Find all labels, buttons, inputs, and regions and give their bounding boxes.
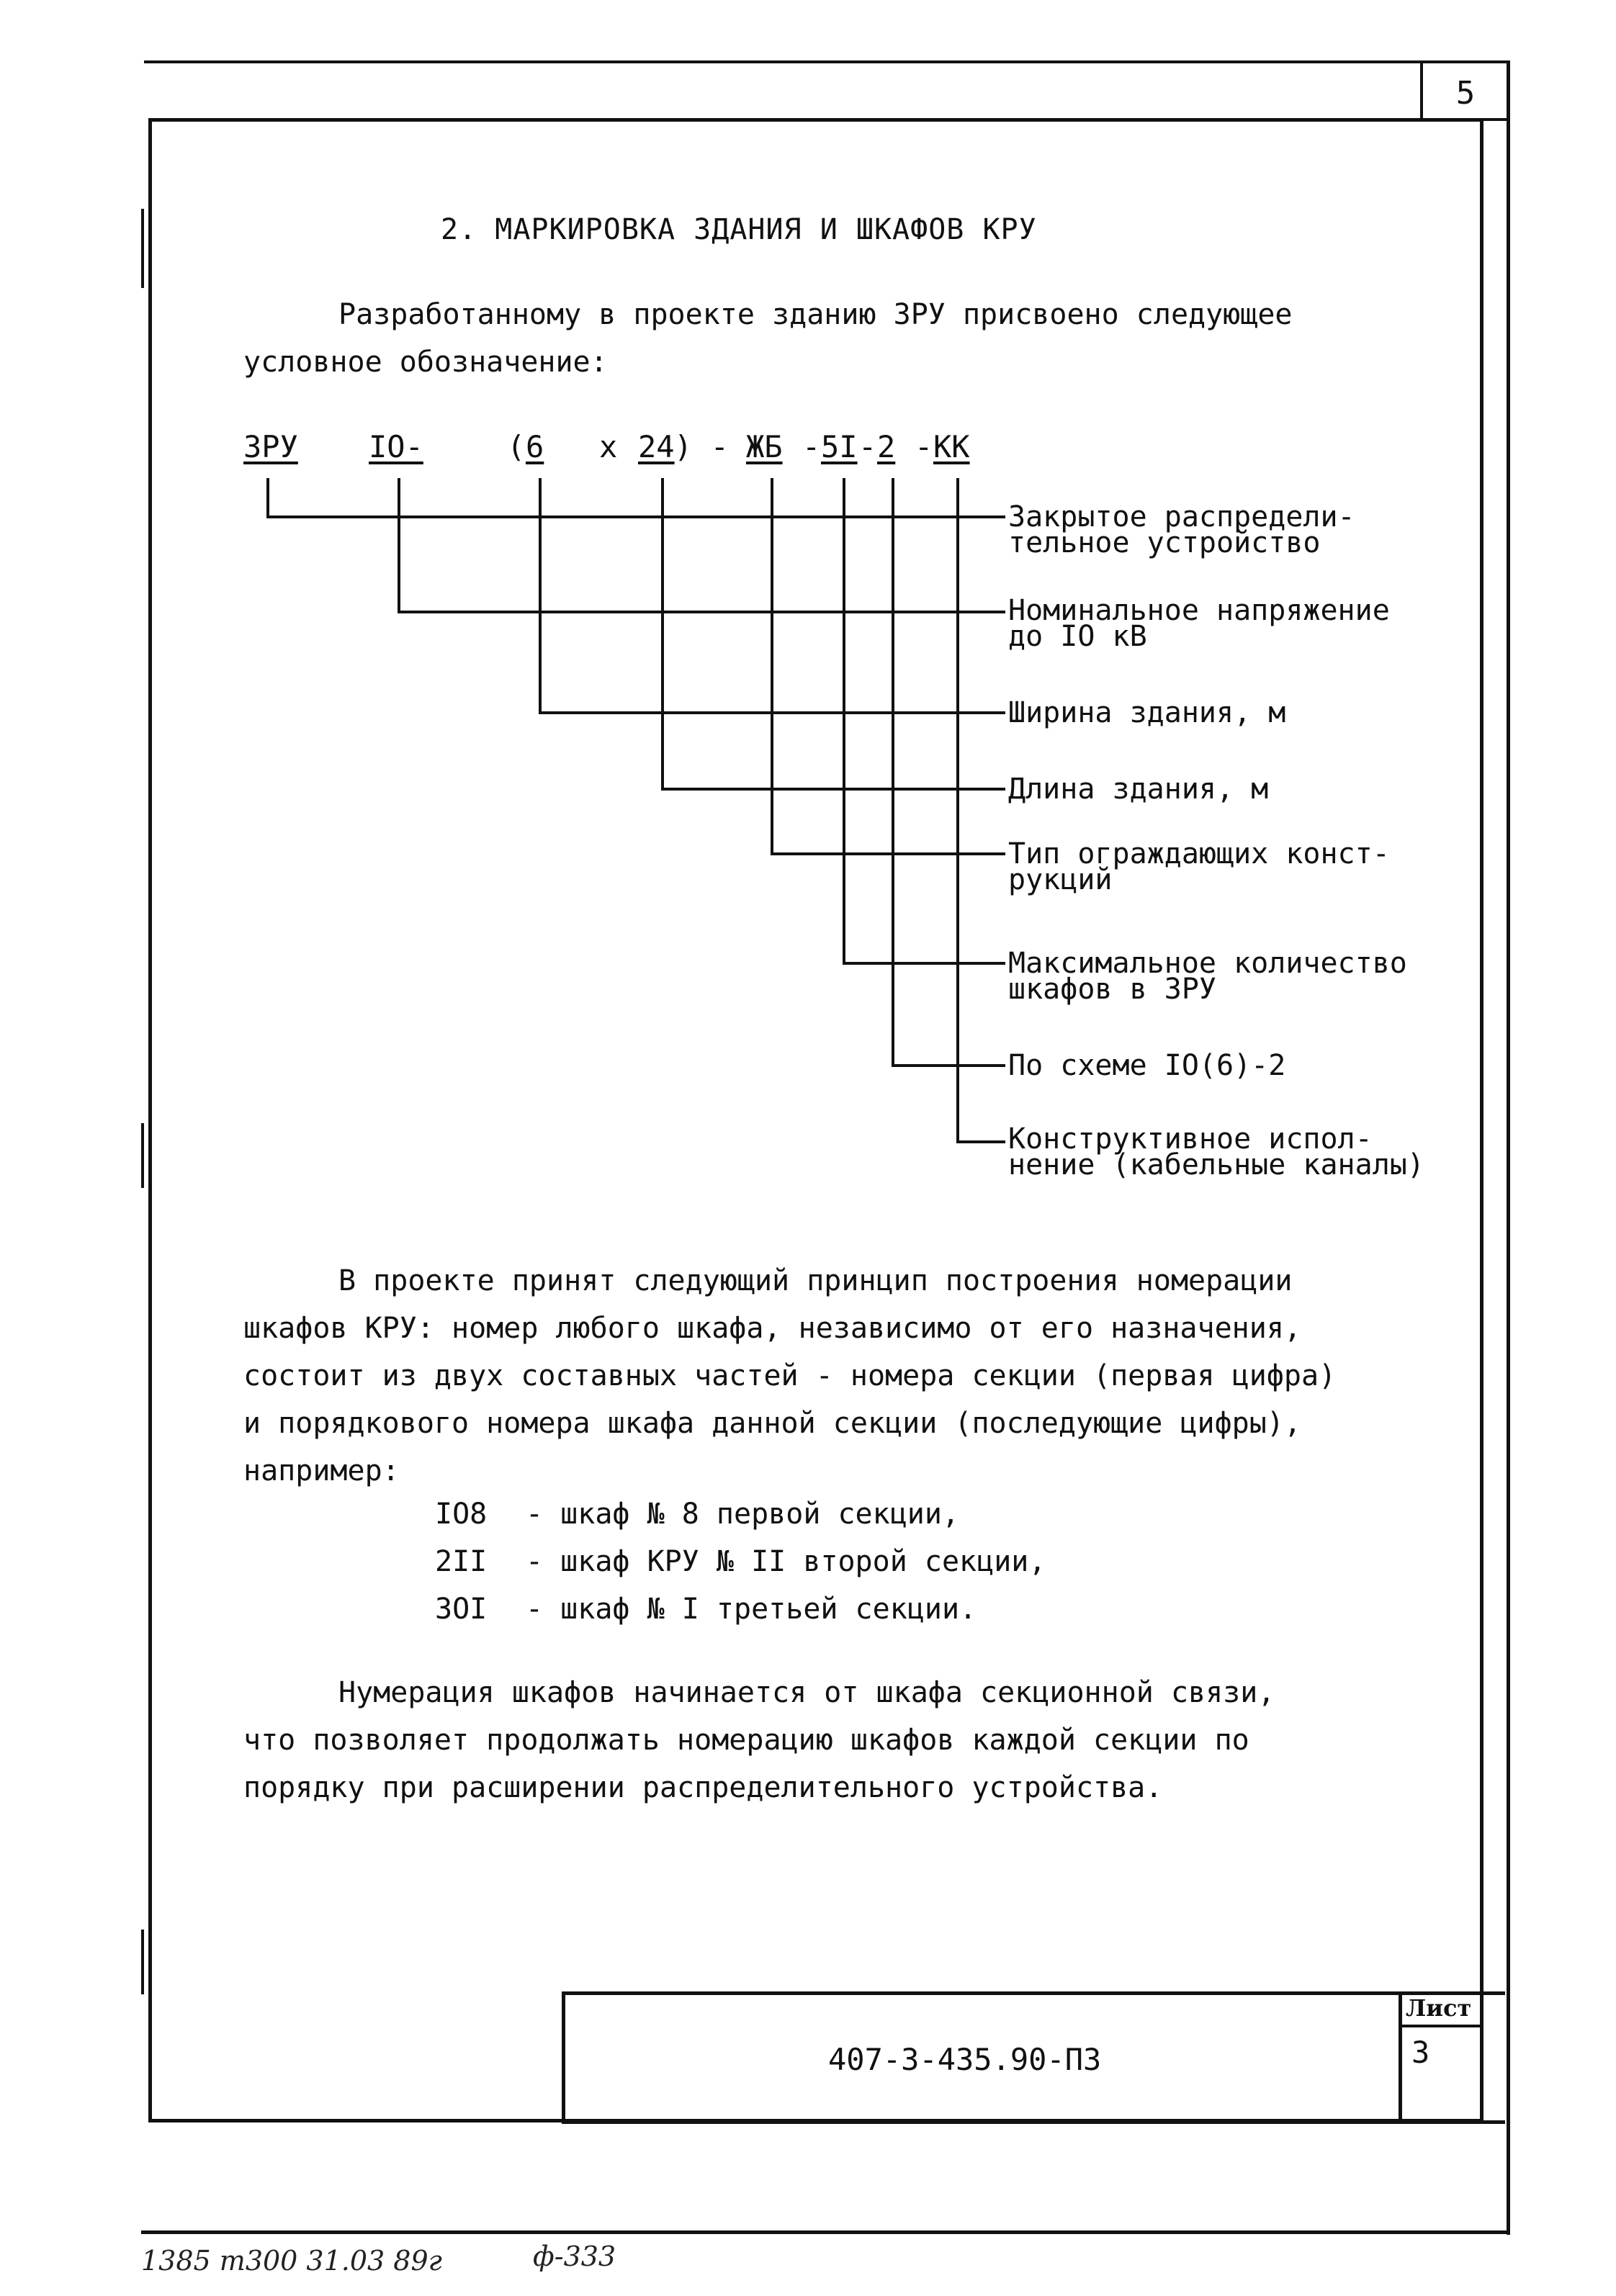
handwritten-code: ф-333 <box>533 2241 616 2272</box>
code-dash: - <box>915 429 933 464</box>
example-number: 3OI <box>435 1593 488 1626</box>
label-execution-cont: нение (кабельные каналы) <box>1008 1148 1424 1181</box>
closing-line-1: Нумерация шкафов начинается от шкафа секционной связи, <box>338 1676 1275 1709</box>
code-part-execution: КК <box>933 429 970 464</box>
label-construction: Тип ограждающих конст- <box>1008 837 1390 870</box>
code-part-width: 6 <box>526 429 544 464</box>
principle-line-5: например: <box>243 1454 400 1487</box>
page-number: 5 <box>1455 75 1476 112</box>
code-part-voltage: IO- <box>369 429 423 464</box>
code-part-construction: ЖБ <box>746 429 783 464</box>
label-length: Длина здания, м <box>1008 773 1269 806</box>
label-scheme: По схеме IO(6)-2 <box>1008 1049 1286 1082</box>
label-width: Ширина здания, м <box>1008 696 1286 729</box>
example-number: IO8 <box>435 1498 488 1531</box>
code-dash: - <box>858 429 877 464</box>
intro-line-2: условное обозначение: <box>243 346 608 379</box>
section-heading: 2. МАРКИРОВКА ЗДАНИЯ И ШКАФОВ КРУ <box>441 213 1037 246</box>
principle-line-1: В проекте принят следующий принцип построения номерации <box>338 1264 1293 1297</box>
example-number: 2II <box>435 1545 488 1578</box>
principle-line-2: шкафов КРУ: номер любого шкафа, независимо от его назначения, <box>243 1312 1302 1345</box>
label-execution: Конструктивное испол- <box>1008 1122 1373 1156</box>
label-construction-cont: рукций <box>1008 863 1113 896</box>
code-x: x <box>599 429 618 464</box>
label-voltage-cont: до IO кВ <box>1008 620 1147 653</box>
sheet-number: 3 <box>1411 2035 1430 2070</box>
principle-line-4: и порядкового номера шкафа данной секции (последующие цифры), <box>243 1407 1302 1440</box>
example-description: - шкаф КРУ № II второй секции, <box>526 1545 1046 1578</box>
handwritten-note: 1385 т300 31.03 89г <box>141 2245 442 2277</box>
label-zru-cont: тельное устройство <box>1008 526 1321 559</box>
label-max-cabinets: Максимальное количество <box>1008 947 1407 980</box>
closing-line-2: что позволяет продолжать номерацию шкафов каждой секции по <box>243 1724 1249 1757</box>
code-part-max-cabinets: 5I <box>821 429 858 464</box>
code-part-length: 24 <box>638 429 675 464</box>
sheet-label: Лист <box>1406 1994 1472 2022</box>
example-description: - шкаф № 8 первой секции, <box>526 1498 960 1531</box>
intro-line-1: Разработанному в проекте зданию ЗРУ присвоено следующее <box>338 298 1293 331</box>
code-dash: - <box>802 429 821 464</box>
example-description: - шкаф № I третьей секции. <box>526 1593 977 1626</box>
code-part-scheme: 2 <box>877 429 896 464</box>
code-bracket-open: ( <box>507 429 526 464</box>
label-max-cabinets-cont: шкафов в ЗРУ <box>1008 973 1216 1006</box>
document-code: 407-3-435.90-ПЗ <box>828 2042 1102 2077</box>
label-zru: Закрытое распредели- <box>1008 500 1355 534</box>
code-bracket-close: ) - <box>674 429 729 464</box>
code-part-zru: ЗРУ <box>243 429 298 464</box>
principle-line-3: состоит из двух составных частей - номера секции (первая цифра) <box>243 1359 1337 1392</box>
label-voltage: Номинальное напряжение <box>1008 594 1390 627</box>
closing-line-3: порядку при расширении распределительного устройства. <box>243 1771 1163 1804</box>
